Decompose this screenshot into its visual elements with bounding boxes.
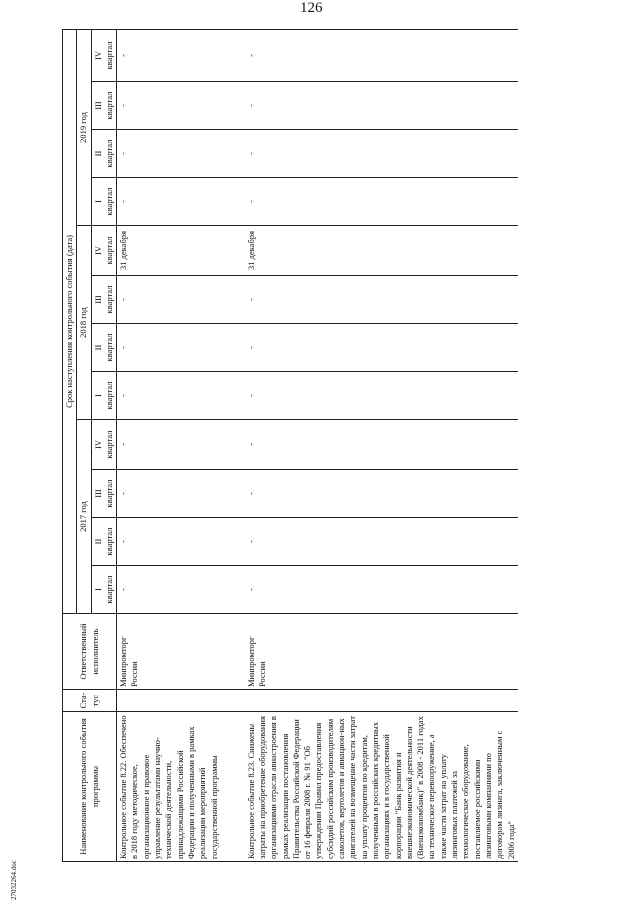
quarter-cell: - [117,324,245,372]
quarter-cell: - [245,82,518,130]
header-deadline: Срок наступления контрольного события (дата) [63,29,77,613]
event-status [245,690,518,712]
control-events-table [62,29,518,862]
event-name: Контрольное событие 8.23. Снижены затраты на приобретение оборудования организациями отрасли авиастроения в рамках реализации постановления Правительства Российской Федерации от 16 февраля 2008 г. № 91 "Об утверждении Правил предоставления субсидий российским производителям самолетов, вертолетов и авиацион-ных двигателей на возмещение части затрат на уплату процентов по кредитам, полученным в российских кредитных организациях и в государственной корпорации "Банк развития и внешнеэкономической деятельности (Внешэкономбанк)" в 2008 - 2011 годах на техническое перевооружение, а также части затрат на уплату лизинговых платежей за технологическое оборудование, поставляемое российскими лизинговыми компаниями по договорам лизинга, заключенным с 2006 года" [245,712,518,862]
quarter-cell: - [245,130,518,178]
quarter-cell: - [245,372,518,420]
event-status [117,690,245,712]
header-quarter: I квартал [91,372,117,420]
header-quarter: IV квартал [91,226,117,276]
quarter-cell: - [117,518,245,566]
table-row [117,29,245,861]
quarter-cell: - [245,178,518,226]
header-status: Ста-тус [63,690,117,712]
header-quarter: III квартал [91,470,117,518]
event-name: Контрольное событие 8.22. Обеспечено в 2018 году методическое, организационное и правовое управление результатами научно-технической деятельности, принадлежащими Российской Федерации и полученными в рамках реализации мероприятий государственной программы [117,712,245,862]
header-responsible: Ответственный исполнитель [63,614,117,690]
header-year-2019: 2019 год [77,29,91,225]
quarter-cell: - [117,420,245,470]
quarter-cell: - [245,420,518,470]
header-quarter: IV квартал [91,29,117,81]
quarter-cell-date: 31 декабря [117,226,245,276]
quarter-cell: - [117,470,245,518]
header-quarter: III квартал [91,82,117,130]
quarter-cell: - [245,518,518,566]
header-quarter: I квартал [91,178,117,226]
rotated-table-container [62,30,622,862]
quarter-cell: - [117,276,245,324]
header-year-2018: 2018 год [77,226,91,420]
header-quarter: II квартал [91,518,117,566]
footer-document-code: 27032264.doc [10,860,18,900]
quarter-cell: - [245,324,518,372]
quarter-cell: - [117,178,245,226]
event-responsible: Минпромторг России [245,614,518,690]
event-responsible: Минпромторг России [117,614,245,690]
table-row [245,29,518,861]
quarter-cell: - [117,372,245,420]
quarter-cell: - [117,82,245,130]
quarter-cell: - [245,470,518,518]
header-quarter: II квартал [91,324,117,372]
quarter-cell-date: 31 декабря [245,226,518,276]
quarter-cell: - [117,566,245,614]
header-quarter: III квартал [91,276,117,324]
header-quarter: IV квартал [91,420,117,470]
header-name: Наименование контрольного события программы [63,712,117,862]
quarter-cell: - [245,276,518,324]
header-year-2017: 2017 год [77,420,91,614]
quarter-cell: - [117,130,245,178]
quarter-cell: - [245,566,518,614]
page-number: 126 [300,0,323,16]
header-quarter: I квартал [91,566,117,614]
quarter-cell: - [117,29,245,81]
header-quarter: II квартал [91,130,117,178]
quarter-cell: - [245,29,518,81]
footer-code-container [10,860,30,900]
